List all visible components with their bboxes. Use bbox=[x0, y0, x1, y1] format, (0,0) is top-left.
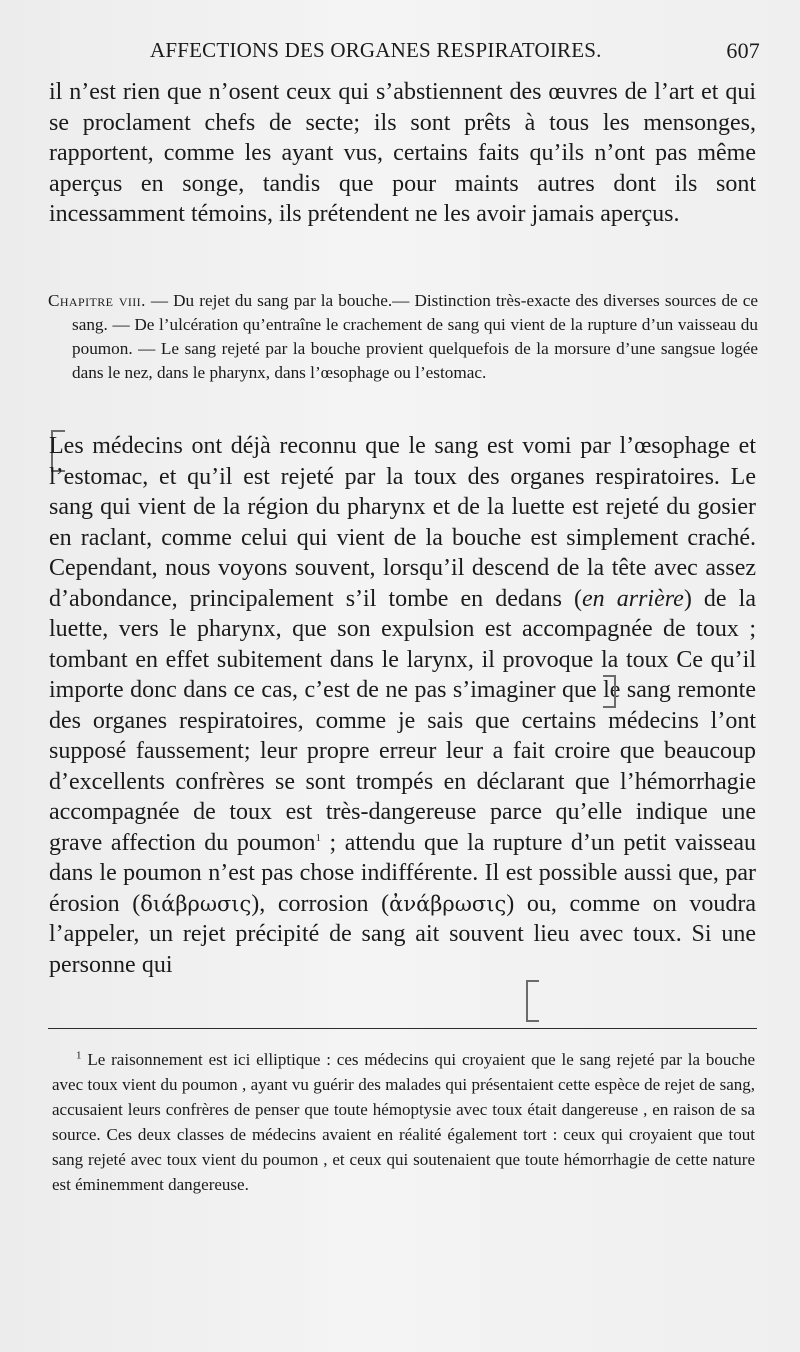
running-title: AFFECTIONS DES ORGANES RESPIRATOIRES. bbox=[150, 38, 602, 62]
chapter-summary-body: — Du rejet du sang par la bouche.— Distinction très-exacte des diverses sources de ce sang. — De l’ulcération qu’entraîne le crachement de sang qui vient de la rupture d’un vaisseau du poumon. — Le sang rejeté par la bouche provient quelquefois de la morsure d’une sangsue logée dans le nez, dans le pharynx, dans l’œsophage ou l’estomac. bbox=[72, 291, 759, 382]
footnote-separator bbox=[48, 1028, 757, 1029]
chapter-summary-text bbox=[48, 289, 758, 385]
main-text-part-1: Les médecins ont déjà reconnu que le sang est vomi par l’œsophage et l’estomac, et qu’il est rejeté par la toux des organes respiratoires. Le sang qui vient de la région du pharynx et de la luette est rejeté du gosier en raclant, comme celui qui vient de la bouche est simplement craché. Cependant, nous voyons souvent, lorsqu’il descend de la tête avec assez d’abondance, principalement s’il tombe en dedans ( bbox=[49, 433, 756, 612]
main-paragraph bbox=[49, 431, 756, 980]
chapter-label: Chapitre viii. bbox=[48, 291, 146, 310]
main-text-part-6: ) ou, comme on voudra l’appeler, un rejet précipité de sang ait souvent lieu avec toux. bbox=[49, 890, 756, 947]
footnote bbox=[52, 1047, 755, 1197]
greek-term-diabrosis: διάβρωσις bbox=[140, 891, 252, 916]
margin-bracket-lower bbox=[526, 980, 539, 1022]
running-header bbox=[150, 38, 760, 72]
footnote-marker: 1 bbox=[76, 1049, 82, 1062]
footnote-reference: 1 bbox=[315, 831, 321, 844]
chapter-summary bbox=[48, 289, 758, 385]
italic-phrase: en arrière bbox=[582, 585, 684, 612]
main-text-part-2: ) de la luette, vers le pharynx, que son expulsion est accompagnée de toux ; tombant en effet subitement dans le larynx, il provoque la toux bbox=[49, 585, 756, 673]
footnote-text: Le raisonnement est ici elliptique : ces médecins qui croyaient que le sang rejeté par la bouche avec toux vient du poumon , ayant vu guérir des malades qui présentaient cette espèce de rejet de sang, accusaient leurs confrères de penser que toute hémoptysie avec toux était dangereuse , en raison de sa source. Ces deux classes de médecins avaient en réalité également tort : ceux qui croyaient que tout sang rejeté avec toux vient du poumon , et ceux qui soutenaient que toute hémorrhagie de cette nature est éminemment dangereuse. bbox=[52, 1050, 755, 1194]
main-text-part-4: ; attendu que la rupture d’un petit vaisseau dans le poumon n’est pas chose indifférente. Il est possible aussi que, par érosion ( bbox=[49, 829, 756, 917]
margin-bracket-close bbox=[603, 675, 616, 708]
greek-term-anabrosis: ἀνάβρωσις bbox=[389, 891, 507, 916]
main-text-part-5: ), corrosion ( bbox=[251, 890, 390, 917]
intro-paragraph: il n’est rien que n’osent ceux qui s’abstiennent des œuvres de l’art et qui se proclament chefs de secte; ils sont prêts à tous les mensonges, rapportent, comme les ayant vus, certains faits qu’ils n’ont pas même aperçus en songe, tandis que pour maints autres dont ils sont incessamment témoins, ils prétendent ne les avoir jamais aperçus. bbox=[49, 79, 756, 227]
main-text-part-3: Ce qu’il importe donc dans ce cas, c’est de ne pas s’imaginer que le sang remonte des organes respiratoires, comme je sais que certains médecins l’ont supposé faussement; leur propre erreur leur a fait croire que beaucoup d’excellents confrères se sont trompés en déclarant que l’hémorrhagie accompagnée de toux est très-dangereuse parce qu’elle indique une grave affection du poumon bbox=[49, 646, 756, 856]
main-text-part-7: Si une personne qui bbox=[49, 921, 756, 978]
page-number: 607 bbox=[726, 38, 760, 63]
